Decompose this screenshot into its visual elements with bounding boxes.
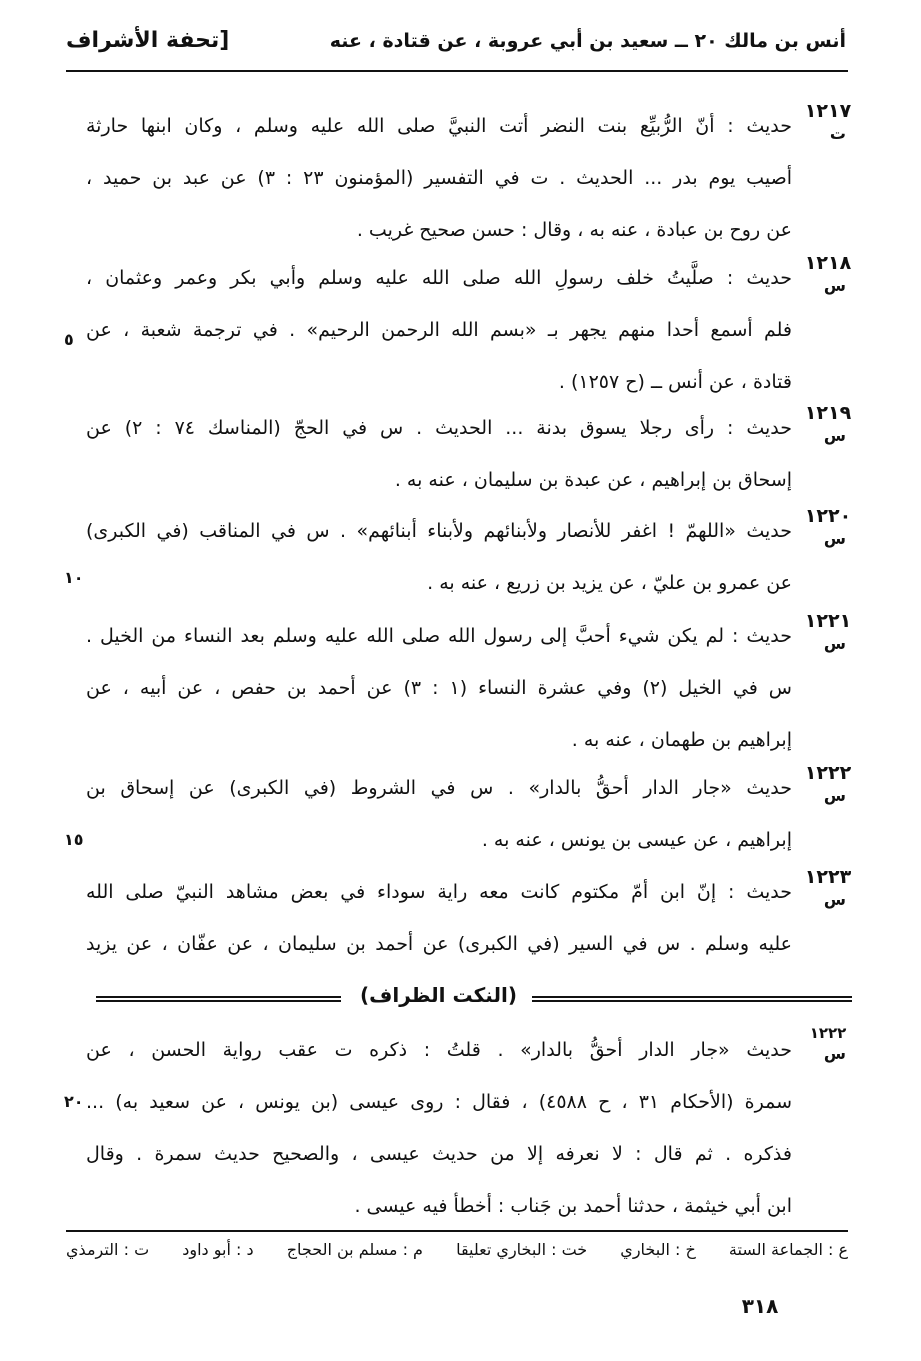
text-line: إسحاق بن إبراهيم ، عن عبدة بن سليمان ، عنه به . <box>394 469 792 491</box>
abbreviation: خ : البخاري <box>620 1240 696 1259</box>
entry-siglum: س <box>823 890 846 909</box>
book-title: [تحفة الأشراف <box>66 28 230 53</box>
text-line: إبراهيم ، عن عيسى بن يونس ، عنه به . <box>481 829 792 851</box>
text-line: حديث «جار الدار أحقُّ بالدار» . قلتُ : ذكره ت عقب رواية الحسن ، عن <box>86 1039 792 1061</box>
hadith-entry <box>86 252 858 412</box>
entry-siglum: س <box>823 529 846 548</box>
hadith-entry <box>86 866 858 970</box>
entry-number: ١٢٢٢ س <box>798 762 858 805</box>
margin-line-number: ٥ <box>64 330 74 349</box>
header-rule <box>66 70 848 72</box>
text-line: عليه وسلم . س في السير (في الكبرى) عن أحمد بن سليمان ، عن عفّان ، عن يزيد <box>86 933 792 955</box>
text-line: حديث : أنّ الرُّبيِّع بنت النضر أتت النبيَّ صلى الله عليه وسلم ، وكان ابنها حارثة <box>86 115 792 137</box>
text-line: قتادة ، عن أنس ــ (ح ١٢٥٧) . <box>558 371 792 393</box>
text-line: إبراهيم بن طهمان ، عنه به . <box>571 729 792 751</box>
note-entry <box>86 1024 858 1234</box>
entry-text <box>86 866 792 970</box>
note-number: ١٢٢٢ س <box>798 1024 858 1063</box>
hadith-entry <box>86 610 858 770</box>
abbreviation: م : مسلم بن الحجاج <box>286 1240 423 1259</box>
text-line: حديث «اللهمّ ! اغفر للأنصار ولأبنائهم ولأبناء أبنائهم» . س في المناقب (في الكبرى) <box>86 520 792 542</box>
text-line: ابن أبي خيثمة ، حدثنا أحمد بن جَناب : أخطأ فيه عيسى . <box>354 1195 792 1217</box>
margin-line-number: ١٥ <box>64 830 84 849</box>
footer-rule <box>66 1230 848 1232</box>
entry-siglum: س <box>823 786 846 805</box>
entry-number: ١٢٢٣ س <box>798 866 858 909</box>
text-line: سمرة (الأحكام ٣١ ، ح ٤٥٨٨) ، فقال : روى عيسى (بن يونس ، عن سعيد به) ... <box>86 1091 792 1113</box>
abbreviation: د : أبو داود <box>182 1240 254 1259</box>
entry-number: ١٢١٩ س <box>798 402 858 445</box>
double-rule <box>96 996 341 1002</box>
double-rule <box>532 996 852 1002</box>
page-number: ٣١٨ <box>741 1294 779 1318</box>
notes-title: (النكت الظراف) <box>360 983 517 1007</box>
entry-text <box>86 505 792 609</box>
running-title: أنس بن مالك ٢٠ ــ سعيد بن أبي عروبة ، عن قتادة ، عنه <box>329 30 846 52</box>
text-line: عن روح بن عبادة ، عنه به ، وقال : حسن صحيح غريب . <box>356 219 792 241</box>
hadith-entry <box>86 505 858 609</box>
note-siglum: س <box>823 1044 846 1063</box>
abbreviation-key <box>66 1240 848 1259</box>
entry-siglum: ت <box>829 124 846 143</box>
entry-text <box>86 762 792 866</box>
text-line: حديث : رأى رجلا يسوق بدنة ... الحديث . س في الحجّ (المناسك ٧٤ : ٢) عن <box>86 417 792 439</box>
entry-number: ١٢٢١ س <box>798 610 858 653</box>
text-line: حديث : صلَّيتُ خلف رسولِ الله صلى الله عليه وسلم وأبي بكر وعمر وعثمان ، <box>86 267 792 289</box>
entry-text <box>86 100 792 256</box>
margin-line-number: ١٠ <box>64 568 84 587</box>
text-line: أصيب يوم بدر ... الحديث . ت في التفسير (المؤمنون ٢٣ : ٣) عن عبد بن حميد ، <box>86 167 792 189</box>
text-line: حديث : لم يكن شيء أحبَّ إلى رسول الله صلى الله عليه وسلم بعد النساء من الخيل . <box>86 625 792 647</box>
entry-siglum: س <box>823 634 846 653</box>
abbreviation: خت : البخاري تعليقا <box>456 1240 588 1259</box>
hadith-entry <box>86 762 858 866</box>
entry-text <box>86 402 792 506</box>
entry-siglum: س <box>823 426 846 445</box>
abbreviation: ع : الجماعة الستة <box>728 1240 848 1259</box>
text-line: فذكره . ثم قال : لا نعرفه إلا من حديث عيسى ، والصحيح حديث سمرة . وقال <box>86 1143 792 1165</box>
entry-number: ١٢١٧ ت <box>798 100 858 143</box>
text-line: حديث : إنّ ابن أمّ مكتوم كانت معه راية سوداء في بعض مشاهد النبيّ صلى الله <box>86 881 792 903</box>
text-line: عن عمرو بن عليّ ، عن يزيد بن زريع ، عنه به . <box>427 572 792 594</box>
page-header <box>66 26 846 66</box>
entry-text <box>86 610 792 766</box>
entry-number: ١٢١٨ س <box>798 252 858 295</box>
abbreviation: ت : الترمذي <box>66 1240 150 1259</box>
hadith-entry <box>86 402 858 506</box>
entry-text <box>86 252 792 408</box>
entry-siglum: س <box>823 276 846 295</box>
text-line: فلم أسمع أحدا منهم يجهر بـ «بسم الله الرحمن الرحيم» . في ترجمة شعبة ، عن <box>86 319 792 341</box>
entry-number: ١٢٢٠ س <box>798 505 858 548</box>
text-line: س في الخيل (٢) وفي عشرة النساء (١ : ٣) عن أحمد بن حفص ، عن أبيه ، عن <box>86 677 792 699</box>
note-text <box>86 1024 792 1232</box>
text-line: حديث «جار الدار أحقُّ بالدار» . س في الشروط (في الكبرى) عن إسحاق بن <box>86 777 792 799</box>
margin-line-number: ٢٠ <box>64 1092 84 1111</box>
notes-section-heading <box>96 983 852 1013</box>
hadith-entry <box>86 100 858 260</box>
